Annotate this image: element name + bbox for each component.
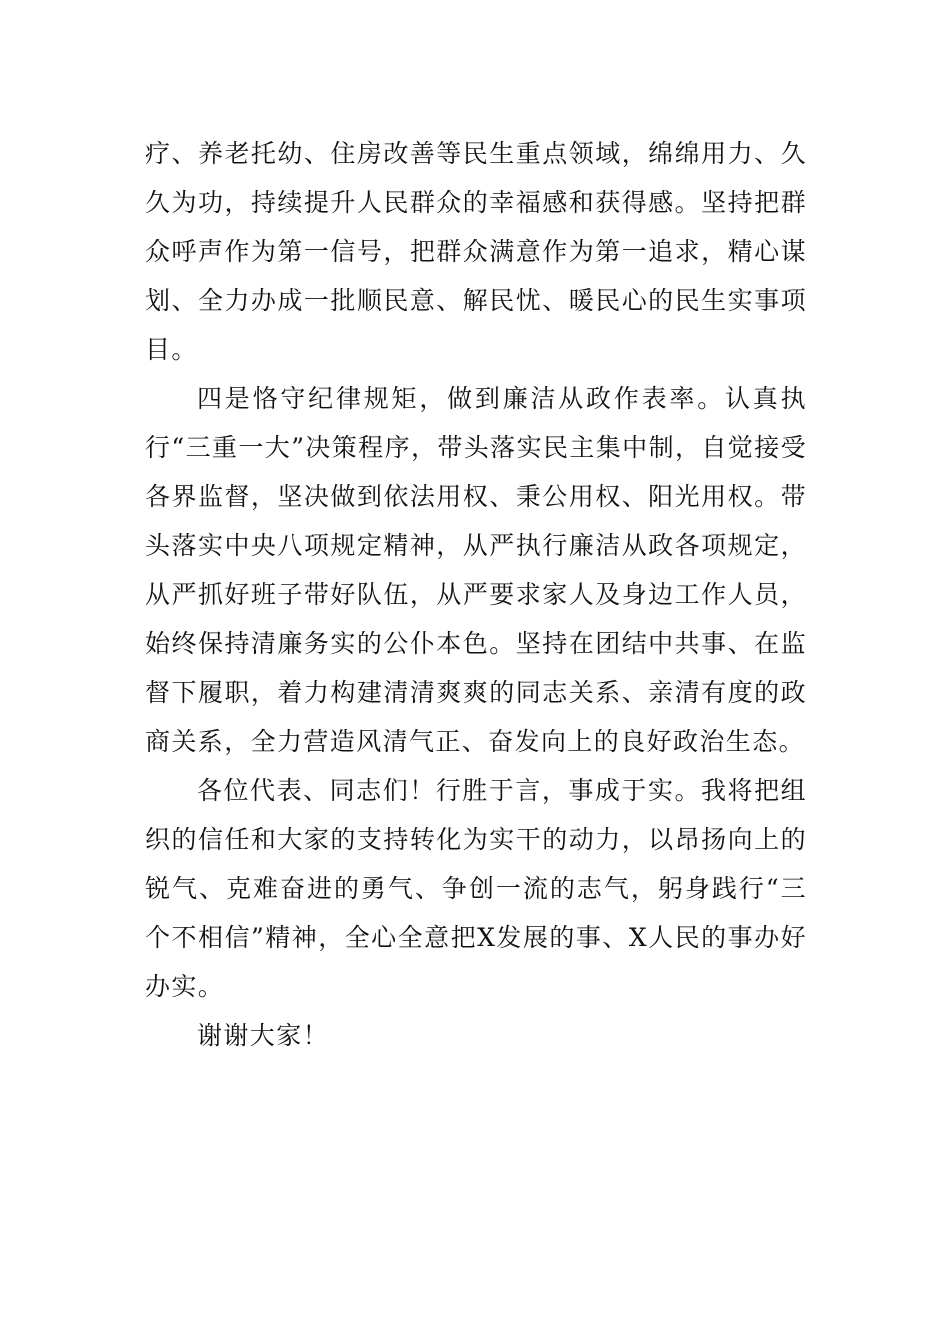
paragraph-discipline: 四是恪守纪律规矩，做到廉洁从政作表率。认真执行“三重一大”决策程序，带头落实民主集中制，自觉接受各界监督，坚决做到依法用权、秉公用权、阳光用权。带头落实中央八项规定精神，从严执行廉洁从政各项规定，从严抓好班子带好队伍，从严要求家人及身边工作人员，始终保持清廉务实的公仆本色。坚持在团结中共事、在监督下履职，着力构建清清爽爽的同志关系、亲清有度的政商关系，全力营造风清气正、奋发向上的良好政治生态。 bbox=[145, 384, 807, 756]
document-body bbox=[145, 129, 807, 1060]
paragraph-closing-pledge: 各位代表、同志们！行胜于言，事成于实。我将把组织的信任和大家的支持转化为实干的动力，以昂扬向上的锐气、克难奋进的勇气、争创一流的志气，躬身践行“三个不相信”精神，全心全意把X发展的事、X人民的事办好办实。 bbox=[145, 776, 807, 1001]
paragraph-livelihood-continuation: 疗、养老托幼、住房改善等民生重点领域，绵绵用力、久久为功，持续提升人民群众的幸福感和获得感。坚持把群众呼声作为第一信号，把群众满意作为第一追求，精心谋划、全力办成一批顺民意、解民忧、暖民心的民生实事项目。 bbox=[145, 139, 807, 364]
paragraph-thanks: 谢谢大家！ bbox=[197, 1021, 330, 1050]
